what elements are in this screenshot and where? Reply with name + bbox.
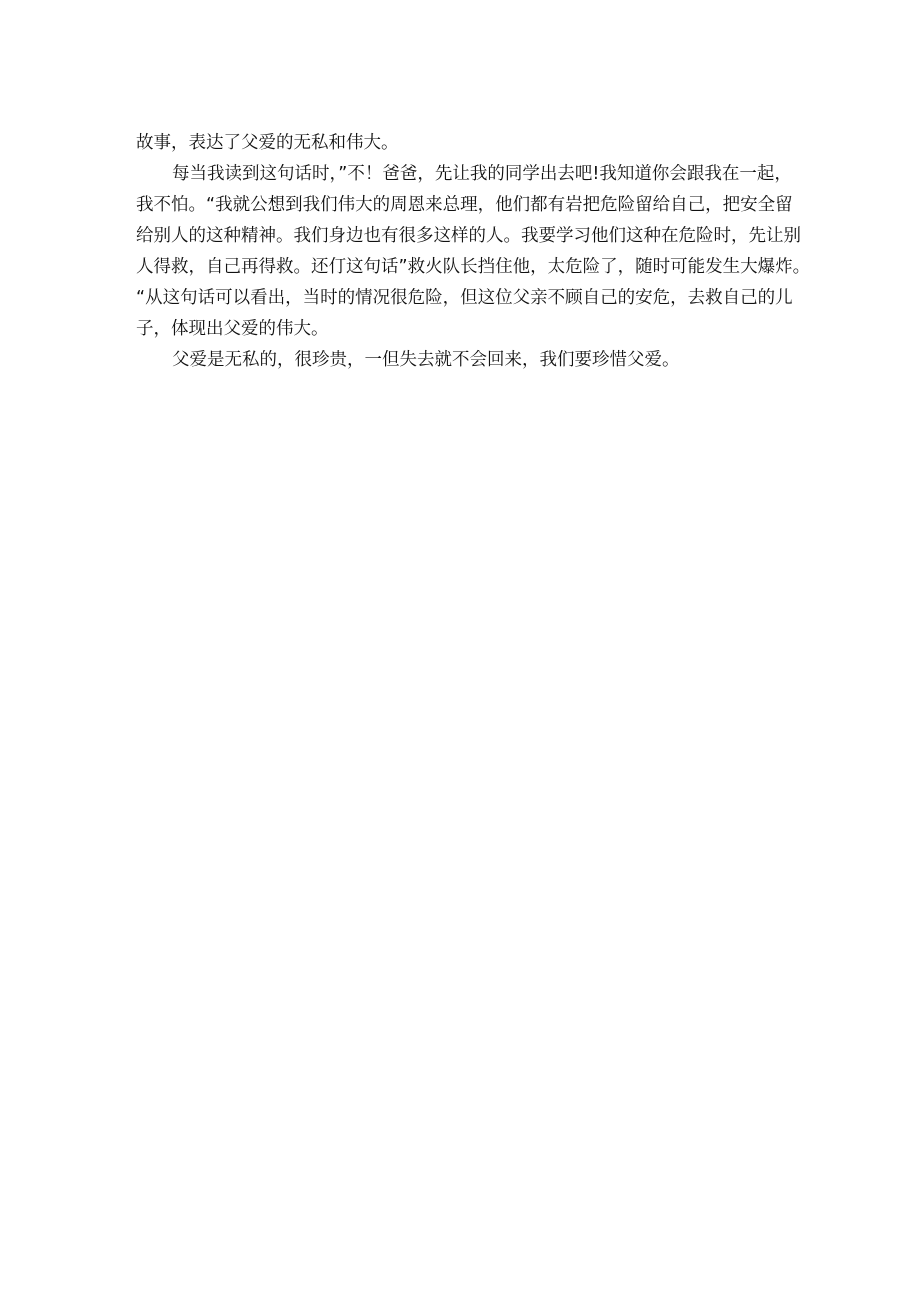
text-line: 人得救，自己再得救。还仃这句话”救火队长挡住他，太危险了，随时可能发生大爆炸。 <box>136 257 811 277</box>
text-line: 子，体现出父爱的伟大。 <box>136 319 329 339</box>
text-line: 故事，表达了父爱的无私和伟大。 <box>136 133 399 153</box>
text-line: “从这句话可以看出，当时的情况很危险，但这位父亲不顾自己的安危，去救自己的儿 <box>136 288 793 308</box>
text-line: 父爱是无私的，很珍贵，一但失去就不会回来，我们要珍惜父爱。 <box>172 350 680 370</box>
text-line: 我不怕。“我就公想到我们伟大的周恩来总理，他们都有岩把危险留给自己，把安全留 <box>136 195 793 215</box>
body-text <box>136 128 811 376</box>
text-line: 给别人的这种精神。我们身边也有很多这样的人。我要学习他们这种在危险时，先让别 <box>136 226 801 246</box>
text-line: 每当我读到这句话时，”不！爸爸，先让我的同学出去吧!我知道你会跟我在一起， <box>172 164 792 184</box>
